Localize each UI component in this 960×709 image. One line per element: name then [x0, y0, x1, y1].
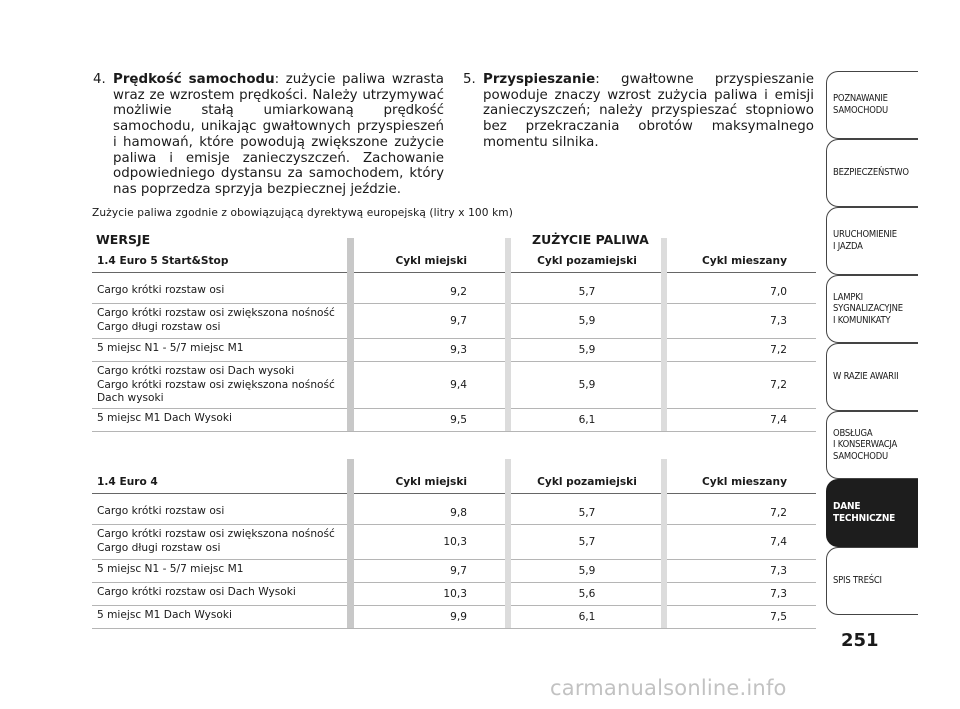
sidebar-tab-label: SYGNALIZACYJNE — [833, 303, 903, 315]
consumption-value: 5,9 — [578, 564, 596, 577]
column-header: Cykl mieszany — [702, 476, 787, 488]
version-name: Cargo krótki rozstaw osi — [97, 505, 225, 517]
table-row — [92, 560, 816, 583]
table-row — [92, 502, 816, 525]
consumption-value: 10,3 — [443, 587, 467, 600]
version-name: Cargo krótki rozstaw osi zwiększona nośność Cargo długi rozstaw osi — [97, 528, 335, 554]
sidebar-tab[interactable] — [826, 411, 918, 479]
consumption-table — [92, 252, 816, 432]
version-name: Cargo krótki rozstaw osi — [97, 284, 225, 296]
consumption-value: 7,4 — [770, 535, 787, 548]
consumption-value: 7,2 — [770, 506, 787, 519]
sidebar-tab[interactable] — [826, 479, 918, 547]
consumption-value: 7,4 — [770, 413, 787, 426]
table-row — [92, 525, 816, 560]
consumption-value: 5,6 — [578, 587, 596, 600]
consumption-value: 9,8 — [450, 506, 467, 519]
consumption-value: 9,4 — [450, 378, 467, 391]
consumption-value: 9,7 — [450, 564, 467, 577]
sidebar-tab-label: URUCHOMIENIE — [833, 229, 897, 241]
version-name: Cargo krótki rozstaw osi Dach wysoki Cargo krótki rozstaw osi zwiększona nośność Dach wysoki — [97, 365, 335, 404]
consumption-value: 9,9 — [450, 610, 467, 623]
consumption-value: 9,3 — [450, 343, 467, 356]
consumption-value: 5,9 — [578, 343, 596, 356]
consumption-value: 10,3 — [443, 535, 467, 548]
table-row — [92, 606, 816, 629]
consumption-value: 7,2 — [770, 343, 787, 356]
consumption-value: 7,5 — [770, 610, 787, 623]
versions-header: WERSJE — [96, 232, 151, 247]
table-header-row — [92, 252, 816, 273]
consumption-value: 7,3 — [770, 564, 787, 577]
column-divider — [505, 459, 511, 628]
column-header: 1.4 Euro 5 Start&Stop — [97, 255, 229, 267]
sidebar-tab[interactable] — [826, 207, 918, 275]
sidebar-tab[interactable] — [826, 139, 918, 207]
table-row — [92, 339, 816, 362]
consumption-value: 5,7 — [578, 506, 596, 519]
paragraph-heading: Przyspieszanie — [483, 72, 596, 87]
sidebar-tab-label: SAMOCHODU — [833, 105, 888, 116]
table-row — [92, 304, 816, 339]
column-divider — [347, 459, 354, 628]
version-name: 5 miejsc N1 - 5/7 miejsc M1 — [97, 342, 244, 354]
version-name: Cargo krótki rozstaw osi zwiększona nośność Cargo długi rozstaw osi — [97, 307, 335, 333]
sidebar-tab-label: TECHNICZNE — [833, 513, 896, 524]
sidebar-tab[interactable] — [826, 275, 918, 343]
column-header: Cykl mieszany — [702, 255, 787, 267]
version-name: 5 miejsc N1 - 5/7 miejsc M1 — [97, 563, 244, 575]
paragraph-text: : zużycie paliwa wzrasta wraz ze wzrostem prędkości. Należy utrzymywać możliwie stałą umiarkowaną prędkość samochodu, unikając gwałtownych przyspieszeń i hamowań, które powodują zwiększone zużycie paliwa i emisje zanieczyszczeń. Zachowanie odpowiedniego dystansu za samochodem, który nas poprzedza sprzyja bezpiecznej jeździe. — [113, 72, 444, 197]
table-row — [92, 281, 816, 304]
table-header-row — [92, 473, 816, 494]
watermark: carmanualsonline.info — [550, 676, 787, 700]
consumption-value: 6,1 — [578, 413, 596, 426]
paragraph-5 — [463, 72, 814, 151]
column-divider — [347, 238, 354, 431]
table-row — [92, 583, 816, 606]
sidebar-tab[interactable] — [826, 343, 918, 411]
consumption-value: 5,7 — [578, 535, 596, 548]
column-header: Cykl pozamiejski — [537, 476, 637, 488]
sidebar-tab-label: LAMPKI — [833, 291, 863, 303]
consumption-value: 7,2 — [770, 378, 787, 391]
paragraph-text: : gwałtowne przyspieszanie powoduje znaczy wzrost zużycia paliwa i emisji zanieczyszczeń; należy przyspieszać stopniowo bez przekraczania obrotów maksymalnego momentu silnika. — [483, 72, 814, 150]
sidebar-tab-label: I KONSERWACJA — [833, 439, 898, 451]
consumption-value: 9,2 — [450, 285, 467, 298]
consumption-table — [92, 473, 816, 629]
column-divider — [661, 238, 667, 431]
sidebar-tab-label: W RAZIE AWARII — [833, 371, 899, 383]
consumption-value: 9,5 — [450, 413, 467, 426]
version-name: Cargo krótki rozstaw osi Dach Wysoki — [97, 586, 296, 598]
column-divider — [661, 459, 667, 628]
consumption-value: 6,1 — [578, 610, 596, 623]
paragraph-number: 5. — [463, 72, 476, 87]
sidebar-tab[interactable] — [826, 547, 918, 615]
sidebar-tab[interactable] — [826, 71, 918, 139]
consumption-value: 5,7 — [578, 285, 596, 298]
consumption-value: 5,9 — [578, 314, 596, 327]
consumption-value: 5,9 — [578, 378, 596, 391]
consumption-value: 9,7 — [450, 314, 467, 327]
column-header: Cykl pozamiejski — [537, 255, 637, 267]
sidebar-tab-label: I KOMUNIKATY — [833, 314, 891, 326]
sidebar-tab-label: DANE — [833, 501, 861, 513]
paragraph-4 — [93, 72, 444, 198]
version-name: 5 miejsc M1 Dach Wysoki — [97, 412, 232, 424]
sidebar-tab-label: I JAZDA — [833, 241, 863, 252]
paragraph-heading: Prędkość samochodu — [113, 72, 275, 87]
column-header: Cykl miejski — [395, 255, 467, 267]
consumption-header: ZUŻYCIE PALIWA — [532, 232, 649, 247]
table-row — [92, 362, 816, 409]
consumption-value: 7,3 — [770, 314, 787, 327]
table-caption: Zużycie paliwa zgodnie z obowiązującą dyrektywą europejską (litry x 100 km) — [92, 207, 513, 219]
table-row — [92, 409, 816, 432]
sidebar-tab-label: OBSŁUGA — [833, 427, 873, 439]
paragraph-number: 4. — [93, 72, 106, 87]
version-name: 5 miejsc M1 Dach Wysoki — [97, 609, 232, 621]
sidebar-tab-label: SAMOCHODU — [833, 450, 888, 462]
consumption-value: 7,3 — [770, 587, 787, 600]
sidebar-tab-label: SPIS TREŚCI — [833, 575, 882, 587]
column-divider — [505, 238, 511, 431]
column-header: 1.4 Euro 4 — [97, 476, 158, 488]
column-header: Cykl miejski — [395, 476, 467, 488]
page-number: 251 — [841, 630, 879, 651]
sidebar-tab-label: POZNAWANIE — [833, 93, 888, 105]
sidebar-tab-label: BEZPIECZEŃSTWO — [833, 167, 909, 179]
consumption-value: 7,0 — [770, 285, 787, 298]
